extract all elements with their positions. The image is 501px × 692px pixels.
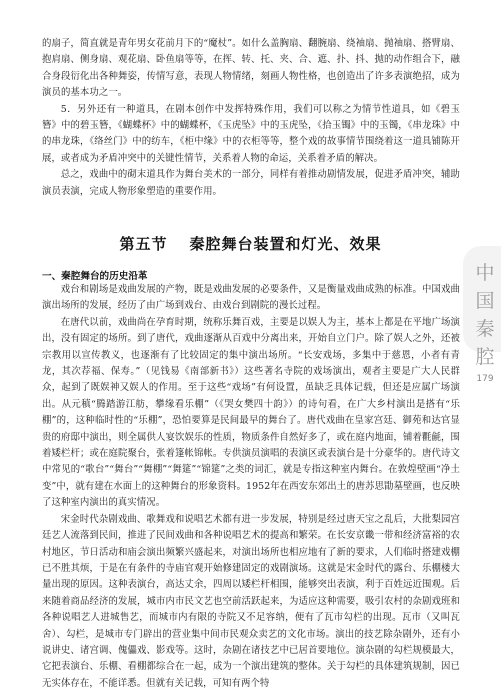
page-number: 179 — [476, 374, 494, 384]
paragraph-song-jin: 宋金时代杂剧戏曲、歌舞戏和说唱艺术都有进一步发展，特别是经过唐天宝之乱后，大批梨园宫廷艺人流落到民间，推进了民间戏曲和各种说唱艺术的提高和繁荣。在长安京畿一带和经济富裕的农村地区，节日活动和庙会演出频繁兴盛起来，对演出场所也相应地有了新的要求，人们临时搭建戏棚已不胜其烦，于是在有条件的寺庙官观开始修建固定的戏剧演场。这就是宋金时代的露台、乐棚楼大量出现的原因。这种表演台，高达丈余，四周以矮栏杆相围，能够突出表演，利于百姓远近围观。后来随着商品经济的发展，城市内市民文艺也空前活跃起来，为适应这种需要，吸引农村的杂剧戏班和各种说唱艺人进城售艺，而城市内有限的寺院又不足容纳，便有了瓦市勾栏的出现。瓦市（又叫瓦舍）、勾栏，是城市专门辟出的营业集中间市民观众卖艺的文化市场。演出的技艺除杂剧外，还有小说讲史、诸宫调、傀儡戏、影戏等。这时，杂剧在诸技艺中已居首要地位。演杂剧的勾栏规模最大，它把表演台、乐棚、看棚都综合在一起，成为一个演出建筑的整体。关于勾栏的具体建筑规制，因已无实体存在，不能详悉。但就有关记载，可知有两个特 — [42, 513, 460, 689]
body-text-top — [42, 36, 460, 200]
section-title: 秦腔舞台装置和灯光、效果 — [189, 235, 382, 253]
side-tab-char: 秦 — [475, 318, 495, 340]
paragraph-plot-props: 5．另外还有一种道具，在剧本创作中发挥特殊作用，我们可以称之为情节性道具，如《碧玉簪》中的碧玉簪，《蝴蝶杯》中的蝴蝶杯，《玉虎坠》中的玉虎坠，《拾玉镯》中的玉镯，《串龙珠》中的串龙珠，《络丝门》中的纺车，《柜中缘》中的衣柜等等，整个戏的故事情节围绕着这一道具铺陈开展，或者成为矛盾冲突中的关键性情节，关系着人物的命运，关系着矛盾的解决。 — [42, 103, 460, 164]
subsection-heading: 一、秦腔舞台的历史沿革 — [42, 271, 148, 282]
body-text-main — [42, 282, 460, 692]
paragraph-tang-dynasty: 在唐代以前，戏曲尚在孕育时期，统称乐舞百戏，主要是以娱人为主，基本上都是在平地广场演出，没有固定的场所。到了唐代，戏曲逐渐从百戏中分离出来，开始自立门户。除了娱人之外，还被宗教用以宣传教义，也逐渐有了比较固定的集中演出场所。“长安戏场，多集中于慈恩，小者有青龙，其次荐福、保寿。”（见钱易《南部新书》）这些著名寺院的戏场演出，观者主要是广大人民群众，起到了既娱神又娱人的作用。至于这些“戏场”有何设置，虽缺乏具体记载，但还是应属广场演出。从元稹“腾踏游江舫，攀缘看乐棚”（《哭女樊四十韵》）的诗句看，在广大乡村演出是搭有“乐棚”的，这种临时性的“乐棚”，恐怕要算是民间最早的舞台了。唐代戏曲在皇家宫廷、御苑和达官显贵的府邸中演出，则全属供人宴饮娱乐的性质，物质条件自然好多了，或在庭内地面，铺着氍毹，围着矮栏杆；或在庭院聚台，张着篷帐锦帐。专供演员演唱的表演区或表演台是十分豪华的。唐代诗文中常见的“歌台”“舞台”“舞棚”“舞筵”“锦筵”之类的词汇，就是专指这种室内舞台。在敦煌壁画“净土变”中，就有建在水面上的这种舞台的形象资料。1952年在西安东郊出土的唐苏思勖墓壁画，也反映了这种室内演出的真实情况。 — [42, 316, 460, 509]
side-tab-char: 中 — [475, 262, 495, 284]
paragraph-summary: 总之，戏曲中的砌末道具作为舞台美术的一部分，同样有着推动剧情发展，促进矛盾冲突，辅助演员表演，完成人物形象塑造的重要作用。 — [42, 169, 460, 197]
section-heading — [0, 233, 501, 254]
section-number: 第五节 — [119, 235, 168, 253]
paragraph-intro: 戏台和剧场是戏曲发展的产物，既是戏曲发展的必要条件，又是衡量戏曲成熟的标准。中国戏曲演出场所的发展，经历了由广场到戏台、由戏台到剧院的漫长过程。 — [42, 284, 460, 312]
paragraph-fan-techniques: 的扇子，简直就是青年男女花前月下的“魔杖”。如什么盖胸扇、翻腕扇、绕袖扇、抛袖扇、搭臂扇、抱肩扇、侧身扇、观花扇、卧鱼扇等等，在挥、转、托、夹、合、遮、扑、抖、抛的动作组合下，融合身段衍化出各种舞姿，传情写意，表现人物情绪，刻画人物性格，也创造出了许多表演绝招，成为演员的基本功之一。 — [42, 38, 460, 99]
side-tab-char: 国 — [475, 290, 495, 312]
side-tab-char: 腔 — [475, 346, 495, 368]
